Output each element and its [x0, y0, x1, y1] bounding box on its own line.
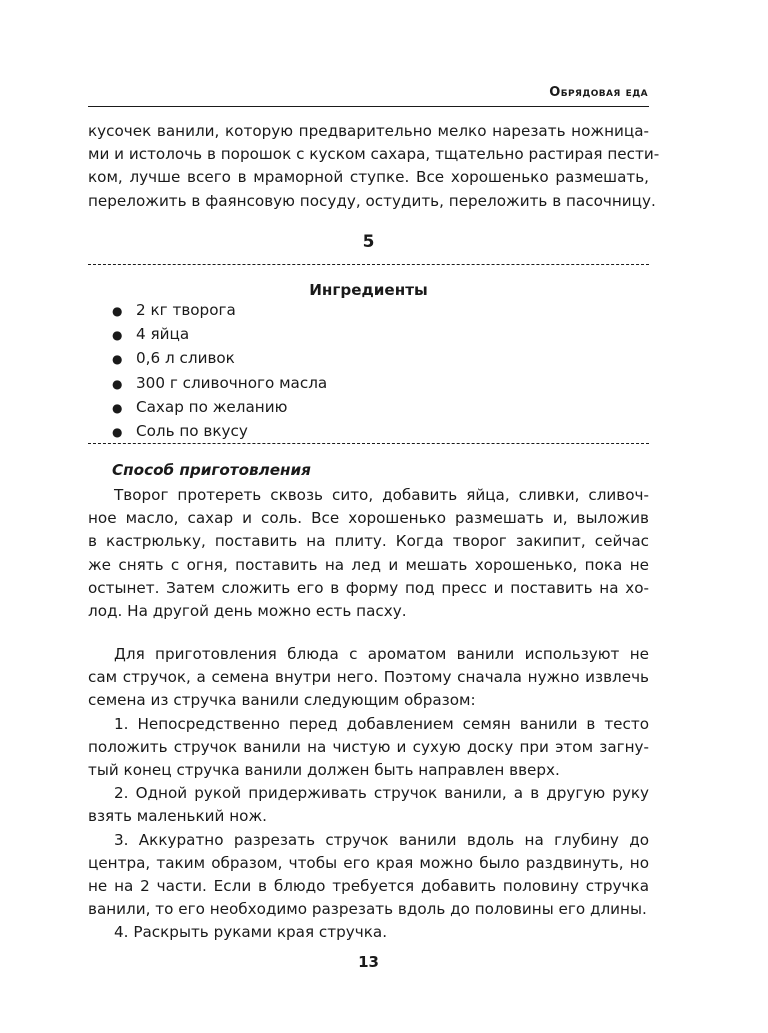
- text-line: 4. Раскрыть руками края стручка.: [114, 923, 388, 942]
- text-line: 2. Одной рукой придерживать стручок ванили, а в другую руку: [114, 784, 649, 803]
- dashed-divider-bottom: [88, 443, 649, 444]
- text-line: тый конец стручка ванили должен быть направлен вверх.: [88, 761, 560, 780]
- text-line: Для приготовления блюда с ароматом ванили используют не: [114, 645, 649, 663]
- text-line: ком, лучше всего в мраморной ступке. Все хорошенько размешать,: [88, 168, 649, 187]
- bullet-icon: ●: [112, 425, 123, 440]
- ingredient-text: 300 г сливочного масла: [136, 373, 328, 392]
- text-line: ванили, то его необходимо разрезать вдоль до половины его длины.: [88, 900, 647, 919]
- text-line: положить стручок ванили на чистую и сухую доску при этом загну-: [88, 737, 649, 756]
- text-line: кусочек ванили, которую предварительно мелко нарезать ножница-: [88, 122, 649, 140]
- recipe-number: 5: [362, 232, 375, 252]
- text-line: 1. Непосредственно перед добавлением семян ванили в тесто: [114, 714, 649, 733]
- ingredient-item: [112, 396, 327, 420]
- page-number: 13: [358, 953, 379, 971]
- text-line: центра, таким образом, чтобы его края можно было раздвинуть, но: [88, 853, 649, 872]
- text-line: ное масло, сахар и соль. Все хорошенько размешать и, выложив: [88, 509, 649, 528]
- ingredient-list: [112, 299, 327, 444]
- ingredient-text: Сахар по желанию: [136, 397, 288, 416]
- text-line: Творог протереть сквозь сито, добавить яйца, сливки, сливоч-: [114, 486, 649, 504]
- header-rule: [88, 106, 649, 107]
- bullet-icon: ●: [112, 400, 123, 415]
- text-line: в кастрюльку, поставить на плиту. Когда творог закипит, сейчас: [88, 532, 649, 551]
- ingredient-text: 0,6 л сливок: [136, 349, 235, 368]
- intro-paragraph: [88, 120, 660, 213]
- text-line: сам стручок, а семена внутри него. Поэтому сначала нужно извлечь: [88, 668, 649, 687]
- text-line: остынет. Затем сложить его в форму под пресс и поставить на хо-: [88, 578, 649, 597]
- ingredient-item: [112, 372, 327, 396]
- ingredient-item: [112, 299, 327, 323]
- bullet-icon: ●: [112, 304, 123, 318]
- text-line: взять маленький нож.: [88, 807, 267, 826]
- bullet-icon: ●: [112, 328, 123, 343]
- ingredients-heading: Ингредиенты: [309, 281, 428, 299]
- method-paragraph: [88, 484, 649, 623]
- text-line: семена из стручка ванили следующим образом:: [88, 691, 476, 710]
- text-line: ми и истолочь в порошок с куском сахара, тщательно растирая пести-: [88, 145, 660, 164]
- dashed-divider-top: [88, 264, 649, 265]
- text-line: лод. На другой день можно есть пасху.: [88, 602, 407, 621]
- bullet-icon: ●: [112, 352, 123, 367]
- ingredient-text: 4 яйца: [136, 325, 190, 344]
- method-heading: Способ приготовления: [112, 461, 311, 479]
- ingredient-item: [112, 323, 327, 347]
- text-line: 3. Аккуратно разрезать стручок ванили вдоль на глубину до: [114, 830, 649, 849]
- text-line: не на 2 части. Если в блюдо требуется добавить половину стручка: [88, 877, 649, 896]
- ingredient-text: 2 кг творога: [136, 301, 236, 319]
- text-line: переложить в фаянсовую посуду, остудить, переложить в пасочницу.: [88, 191, 656, 210]
- ingredient-item: [112, 347, 327, 371]
- vanilla-instructions: [88, 643, 649, 945]
- ingredient-item: [112, 420, 327, 444]
- ingredient-text: Соль по вкусу: [136, 422, 248, 441]
- running-head: Обрядовая еда: [549, 85, 648, 100]
- text-line: же снять с огня, поставить на лед и мешать хорошенько, пока не: [88, 555, 649, 574]
- bullet-icon: ●: [112, 376, 123, 391]
